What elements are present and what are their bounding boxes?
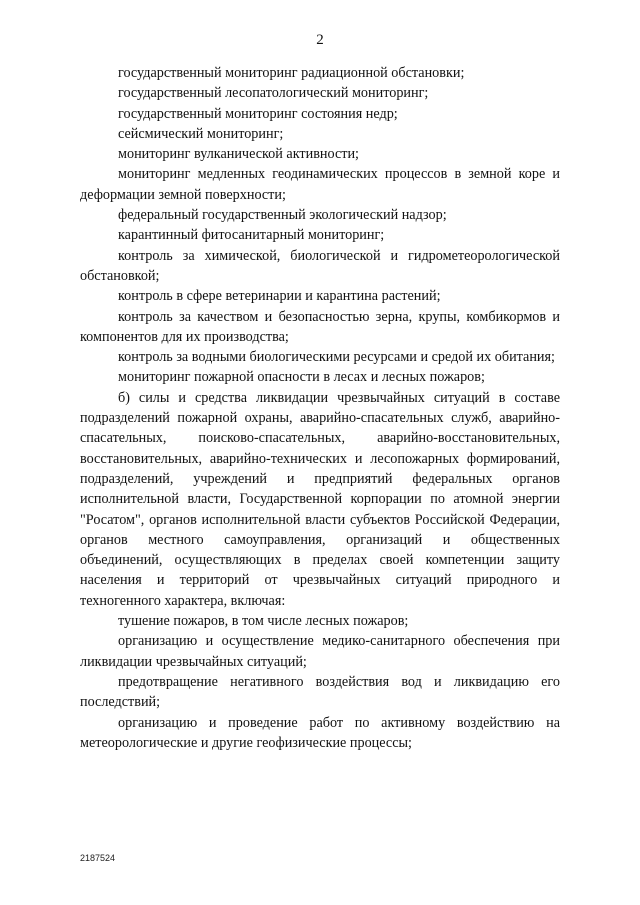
- paragraph: мониторинг вулканической активности;: [118, 146, 359, 163]
- paragraph: карантинный фитосанитарный мониторинг;: [118, 227, 385, 244]
- paragraph: государственный мониторинг состояния недр;: [118, 105, 398, 122]
- paragraph: контроль за химической, биологической и гидрометеорологической обстановкой;: [80, 247, 560, 284]
- page-number: 2: [316, 32, 324, 48]
- paragraph: мониторинг медленных геодинамических процессов в земной коре и деформации земной поверхности;: [80, 166, 560, 203]
- paragraph: контроль за качеством и безопасностью зерна, крупы, комбикормов и компонентов для их производства;: [80, 308, 560, 345]
- paragraph: тушение пожаров, в том числе лесных пожаров;: [118, 613, 409, 630]
- paragraph: предотвращение негативного воздействия вод и ликвидацию его последствий;: [80, 673, 560, 711]
- paragraph: организацию и проведение работ по активному воздействию на метеорологические и другие геофизические процессы;: [80, 714, 560, 751]
- paragraph: организацию и осуществление медико-санитарного обеспечения при ликвидации чрезвычайных ситуаций;: [80, 633, 560, 670]
- document-id-code: 2187524: [80, 853, 116, 863]
- paragraph: контроль за водными биологическими ресурсами и средой их обитания;: [118, 349, 555, 366]
- paragraph: государственный лесопатологический мониторинг;: [118, 85, 429, 102]
- document-body: [80, 63, 560, 753]
- paragraph: сейсмический мониторинг;: [118, 125, 284, 142]
- paragraph: контроль в сфере ветеринарии и карантина растений;: [118, 288, 441, 305]
- paragraph: мониторинг пожарной опасности в лесах и лесных пожаров;: [118, 369, 485, 386]
- paragraph: федеральный государственный экологический надзор;: [118, 207, 447, 224]
- paragraph: государственный мониторинг радиационной обстановки;: [118, 65, 465, 81]
- paragraph: б) силы и средства ликвидации чрезвычайных ситуаций в составе подразделений пожарной охраны, аварийно-спасательных служб, аварийно-спасательных, поисково-спасательных, аварийно-восстановительных, восстановительных, аварийно-технических и лесопожарных формирований, подразделений, учреждений и предприятий федеральных органов исполнительной власти, Государственной корпорации по атомной энергии "Росатом", органов исполнительной власти субъектов Российской Федерации, органов местного самоуправления, организаций и общественных объединений, осуществляющих в пределах своей компетенции защиту населения и территорий от чрезвычайных ситуаций природного и техногенного характера, включая:: [80, 389, 560, 609]
